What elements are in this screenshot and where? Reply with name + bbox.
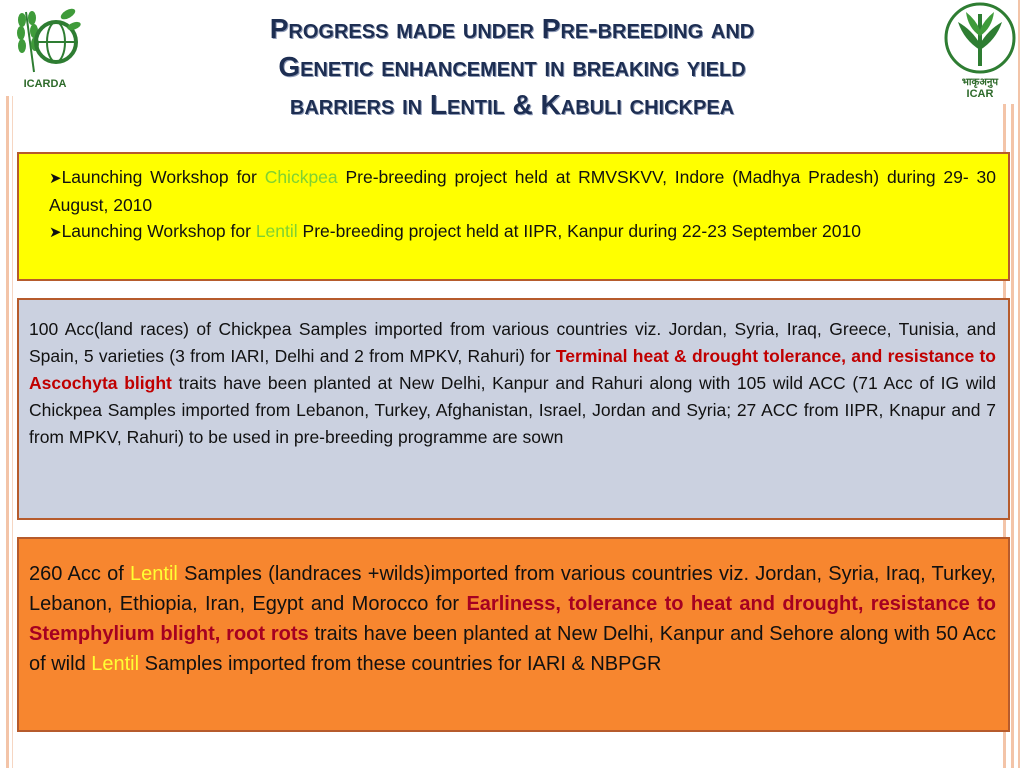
workshop-box <box>17 152 1010 281</box>
workshop-text: Pre-breeding project held at IIPR, Kanpur during 22-23 September 2010 <box>297 221 861 241</box>
icarda-logo <box>4 0 86 96</box>
workshop-text: Pre-breeding project held at RMVSKVV, Indore (Madhya Pradesh) during 29- 30 August, 2010 <box>49 167 996 215</box>
crop-name-lentil: Lentil <box>130 563 178 585</box>
decorative-stripe-right-2 <box>1011 0 1014 768</box>
lentil-text: Samples imported from these countries for IARI & NBPGR <box>139 653 662 675</box>
crop-name-lentil: Lentil <box>255 221 298 241</box>
icar-logo-hindi: भाकृअनुप <box>961 77 999 88</box>
workshop-text: Launching Workshop for <box>61 167 265 187</box>
crop-name-chickpea: Chickpea <box>264 167 338 187</box>
arrow-bullet-icon: ➤ <box>49 224 62 241</box>
title-line-2: Genetic enhancement in breaking yield <box>278 51 746 82</box>
arrow-bullet-icon: ➤ <box>49 170 62 187</box>
chickpea-box <box>17 298 1010 520</box>
chickpea-text: 100 Acc(land races) of Chickpea Samples imported from various countries viz. Jordan, Syria, Iraq, Greece, Tunisia, and Spain, 5 varieties (3 from IARI, Delhi and 2 from MPKV, Rahuri) for <box>29 319 996 366</box>
decorative-stripe-left-thin <box>12 0 13 768</box>
chickpea-text: traits have been planted at New Delhi, Kanpur and Rahuri along with 105 wild ACC (71 Acc of IG wild Chickpea Samples imported from Lebanon, Turkey, Afghanistan, Israel, Jordan and Syria; 27 ACC from IIPR, Knapur and 7 from MPKV, Rahuri) to be used in pre-breeding programme are sown <box>29 373 996 447</box>
lentil-traits: Earliness, tolerance to heat and drought, resistance to Stemphylium blight, root rots <box>29 593 996 645</box>
page-title <box>150 10 874 124</box>
decorative-stripe-right-3 <box>1018 0 1020 768</box>
icarda-logo-text: ICARDA <box>23 78 67 90</box>
title-line-3: barriers in Lentil & Kabuli chickpea <box>289 89 735 120</box>
workshop-item <box>49 164 996 218</box>
crop-name-lentil: Lentil <box>91 653 140 675</box>
chickpea-traits: Terminal heat & drought tolerance, and resistance to Ascochyta blight <box>29 346 996 393</box>
icarda-logo-icon <box>4 0 86 80</box>
title-line-1: Progress made under Pre-breeding and <box>269 13 755 44</box>
icar-logo-text: ICAR <box>966 88 994 100</box>
lentil-text: Samples (landraces +wilds)imported from various countries viz. Jordan, Syria, Iraq, Turkey, Lebanon, Ethiopia, Iran, Egypt and Morocco for <box>29 563 996 615</box>
workshop-item <box>49 218 996 246</box>
decorative-stripe-left <box>6 0 9 768</box>
workshop-text: Launching Workshop for <box>61 221 256 241</box>
lentil-text: 260 Acc of <box>29 563 131 585</box>
lentil-box <box>17 537 1010 732</box>
icar-logo-icon <box>942 0 1018 74</box>
icar-logo <box>942 0 1018 104</box>
lentil-text: traits have been planted at New Delhi, Kanpur and Sehore along with 50 Acc of wild <box>29 623 996 675</box>
